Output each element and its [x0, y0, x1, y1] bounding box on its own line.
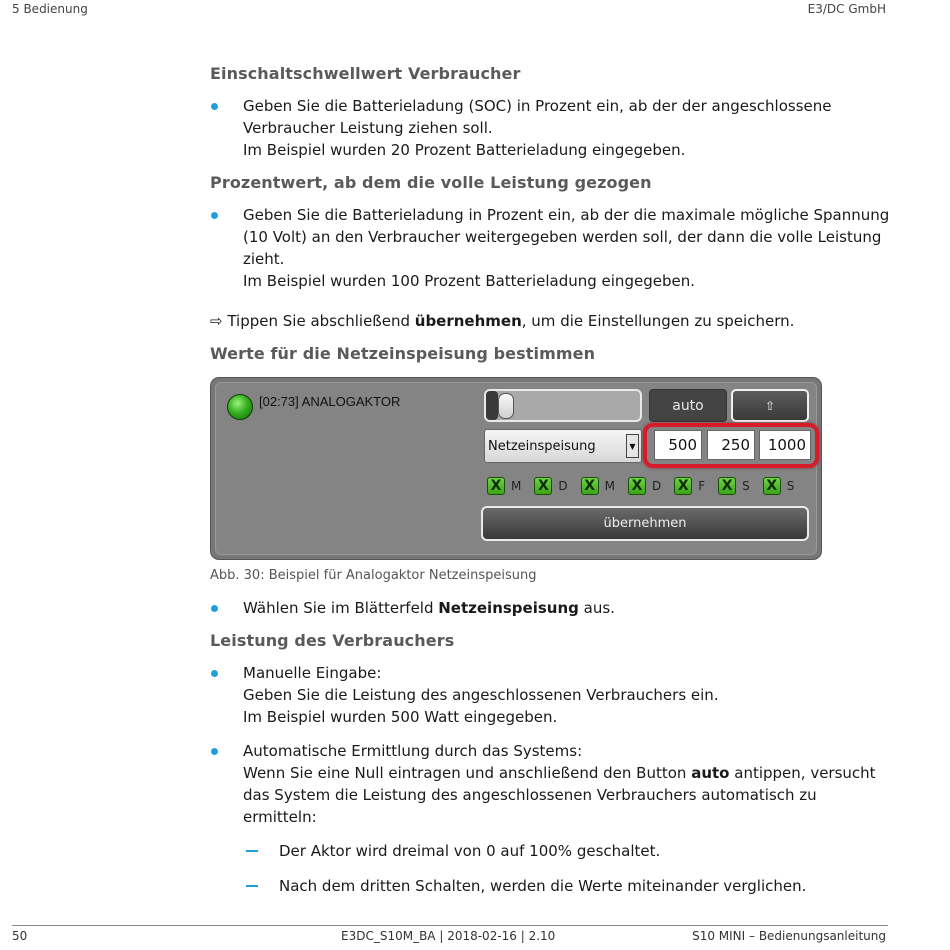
checkbox-item[interactable]: [674, 477, 705, 495]
checkbox-label: D: [651, 479, 662, 493]
checkbox-label: D: [558, 479, 568, 493]
text-line: das System die Leistung des angeschlossenen Verbrauchers automatisch zu ermitteln:: [243, 786, 817, 826]
text-line: Automatische Ermittlung durch das Systems:: [243, 742, 583, 760]
checkbox-item[interactable]: [718, 477, 750, 495]
bullet-item: [210, 597, 890, 619]
slider-fill: [486, 391, 498, 420]
text-line: Verbraucher Leistung ziehen soll.: [243, 119, 493, 137]
dash-item: Nach dem dritten Schalten, werden die Werte miteinander verglichen.: [210, 875, 890, 897]
text-part: antippen, versucht: [729, 764, 876, 782]
auto-button[interactable]: auto: [649, 389, 727, 422]
text-bold: auto: [691, 764, 730, 782]
hint-text-end: , um die Einstellungen zu speichern.: [521, 312, 795, 330]
text-line: Geben Sie die Batterieladung in Prozent ein, ab der die maximale mögliche Spannung: [243, 206, 890, 224]
bullet-list: [210, 95, 890, 161]
text-bold: Netzeinspeisung: [438, 599, 579, 617]
arrow-up-icon: ⇧: [764, 398, 776, 413]
device-title: [02:73] ANALOGAKTOR: [259, 394, 401, 409]
document-title: S10 MINI – Bedienungsanleitung: [692, 929, 886, 943]
checkbox[interactable]: X: [581, 477, 599, 495]
checkbox[interactable]: X: [763, 477, 781, 495]
bullet-item: [210, 95, 890, 161]
document-id: E3DC_S10M_BA | 2018-02-16 | 2.10: [341, 929, 556, 943]
bullet-item: [210, 740, 890, 828]
mode-select-value: Netzeinspeisung: [488, 438, 596, 454]
checkbox[interactable]: X: [534, 477, 552, 495]
heading-einschaltschwellwert: Einschaltschwellwert Verbraucher: [210, 64, 521, 83]
text-part: aus.: [578, 599, 615, 617]
text-line: (10 Volt) an den Verbraucher weitergegeben werden soll, der dann die volle Leistung: [243, 228, 882, 246]
value-field-3[interactable]: 1000: [759, 430, 811, 460]
checkbox-item[interactable]: [487, 477, 521, 495]
text-line: Geben Sie die Leistung des angeschlossenen Verbrauchers ein.: [243, 686, 719, 704]
checkbox[interactable]: X: [487, 477, 505, 495]
hint-text: Tippen Sie abschließend: [222, 312, 415, 330]
text-line: Geben Sie die Batterieladung (SOC) in Prozent ein, ab der der angeschlossene: [243, 97, 832, 115]
checkbox-label: M: [511, 479, 522, 493]
heading-leistung: Leistung des Verbrauchers: [210, 631, 455, 650]
checkbox-label: M: [604, 479, 615, 493]
save-hint: [210, 310, 890, 332]
checkbox[interactable]: X: [718, 477, 736, 495]
figure-caption: Abb. 30: Beispiel für Analogaktor Netzeinspeisung: [210, 568, 537, 583]
checkbox-label: F: [698, 479, 706, 493]
checkbox-item[interactable]: [534, 477, 567, 495]
analogaktor-panel: [210, 377, 822, 560]
page-number: 50: [12, 929, 28, 943]
text-line: zieht.: [243, 250, 285, 268]
bullet-item: [210, 662, 890, 728]
checkbox[interactable]: X: [628, 477, 646, 495]
page-header-right: E3/DC GmbH: [807, 2, 886, 16]
checkbox-item[interactable]: [581, 477, 615, 495]
arrow-right-icon: ⇨: [210, 312, 223, 330]
checkbox-item[interactable]: [628, 477, 661, 495]
heading-prozentwert: Prozentwert, ab dem die volle Leistung gezogen: [210, 173, 652, 192]
checkbox-item[interactable]: [763, 477, 795, 495]
checkbox[interactable]: X: [674, 477, 692, 495]
text-line: Manuelle Eingabe:: [243, 664, 382, 682]
text-part: Wählen Sie im Blätterfeld: [243, 599, 439, 617]
mode-select[interactable]: [484, 429, 642, 463]
footer-divider: [12, 925, 888, 926]
text-line: Im Beispiel wurden 500 Watt eingegeben.: [243, 708, 558, 726]
value-field-1[interactable]: 500: [654, 430, 702, 460]
heading-netzeinspeisung: Werte für die Netzeinspeisung bestimmen: [210, 344, 596, 363]
bullet-list: [210, 204, 890, 292]
dash-item: Der Aktor wird dreimal von 0 auf 100% geschaltet.: [210, 840, 890, 862]
text-line: Im Beispiel wurden 20 Prozent Batterieladung eingegeben.: [243, 141, 686, 159]
level-slider[interactable]: [484, 389, 642, 422]
page-content: [210, 64, 890, 897]
bullet-list: [210, 662, 890, 828]
apply-button[interactable]: übernehmen: [481, 506, 809, 541]
bullet-item: [210, 204, 890, 292]
text-part: Wenn Sie eine Null eintragen und anschließend den Button: [243, 764, 692, 782]
bullet-list: [210, 597, 890, 619]
hint-bold: übernehmen: [414, 312, 522, 330]
checkbox-row: [487, 476, 817, 496]
value-field-2[interactable]: 250: [707, 430, 755, 460]
checkbox-label: S: [786, 479, 795, 493]
status-led-icon: [227, 394, 253, 420]
up-arrow-button[interactable]: [731, 389, 809, 422]
text-line: [243, 762, 890, 784]
slider-handle[interactable]: [498, 393, 514, 419]
checkbox-label: S: [742, 479, 750, 493]
page-header-left: 5 Bedienung: [12, 2, 88, 16]
chevron-down-icon[interactable]: ▼: [626, 434, 639, 458]
text-line: Im Beispiel wurden 100 Prozent Batterieladung eingegeben.: [243, 272, 695, 290]
